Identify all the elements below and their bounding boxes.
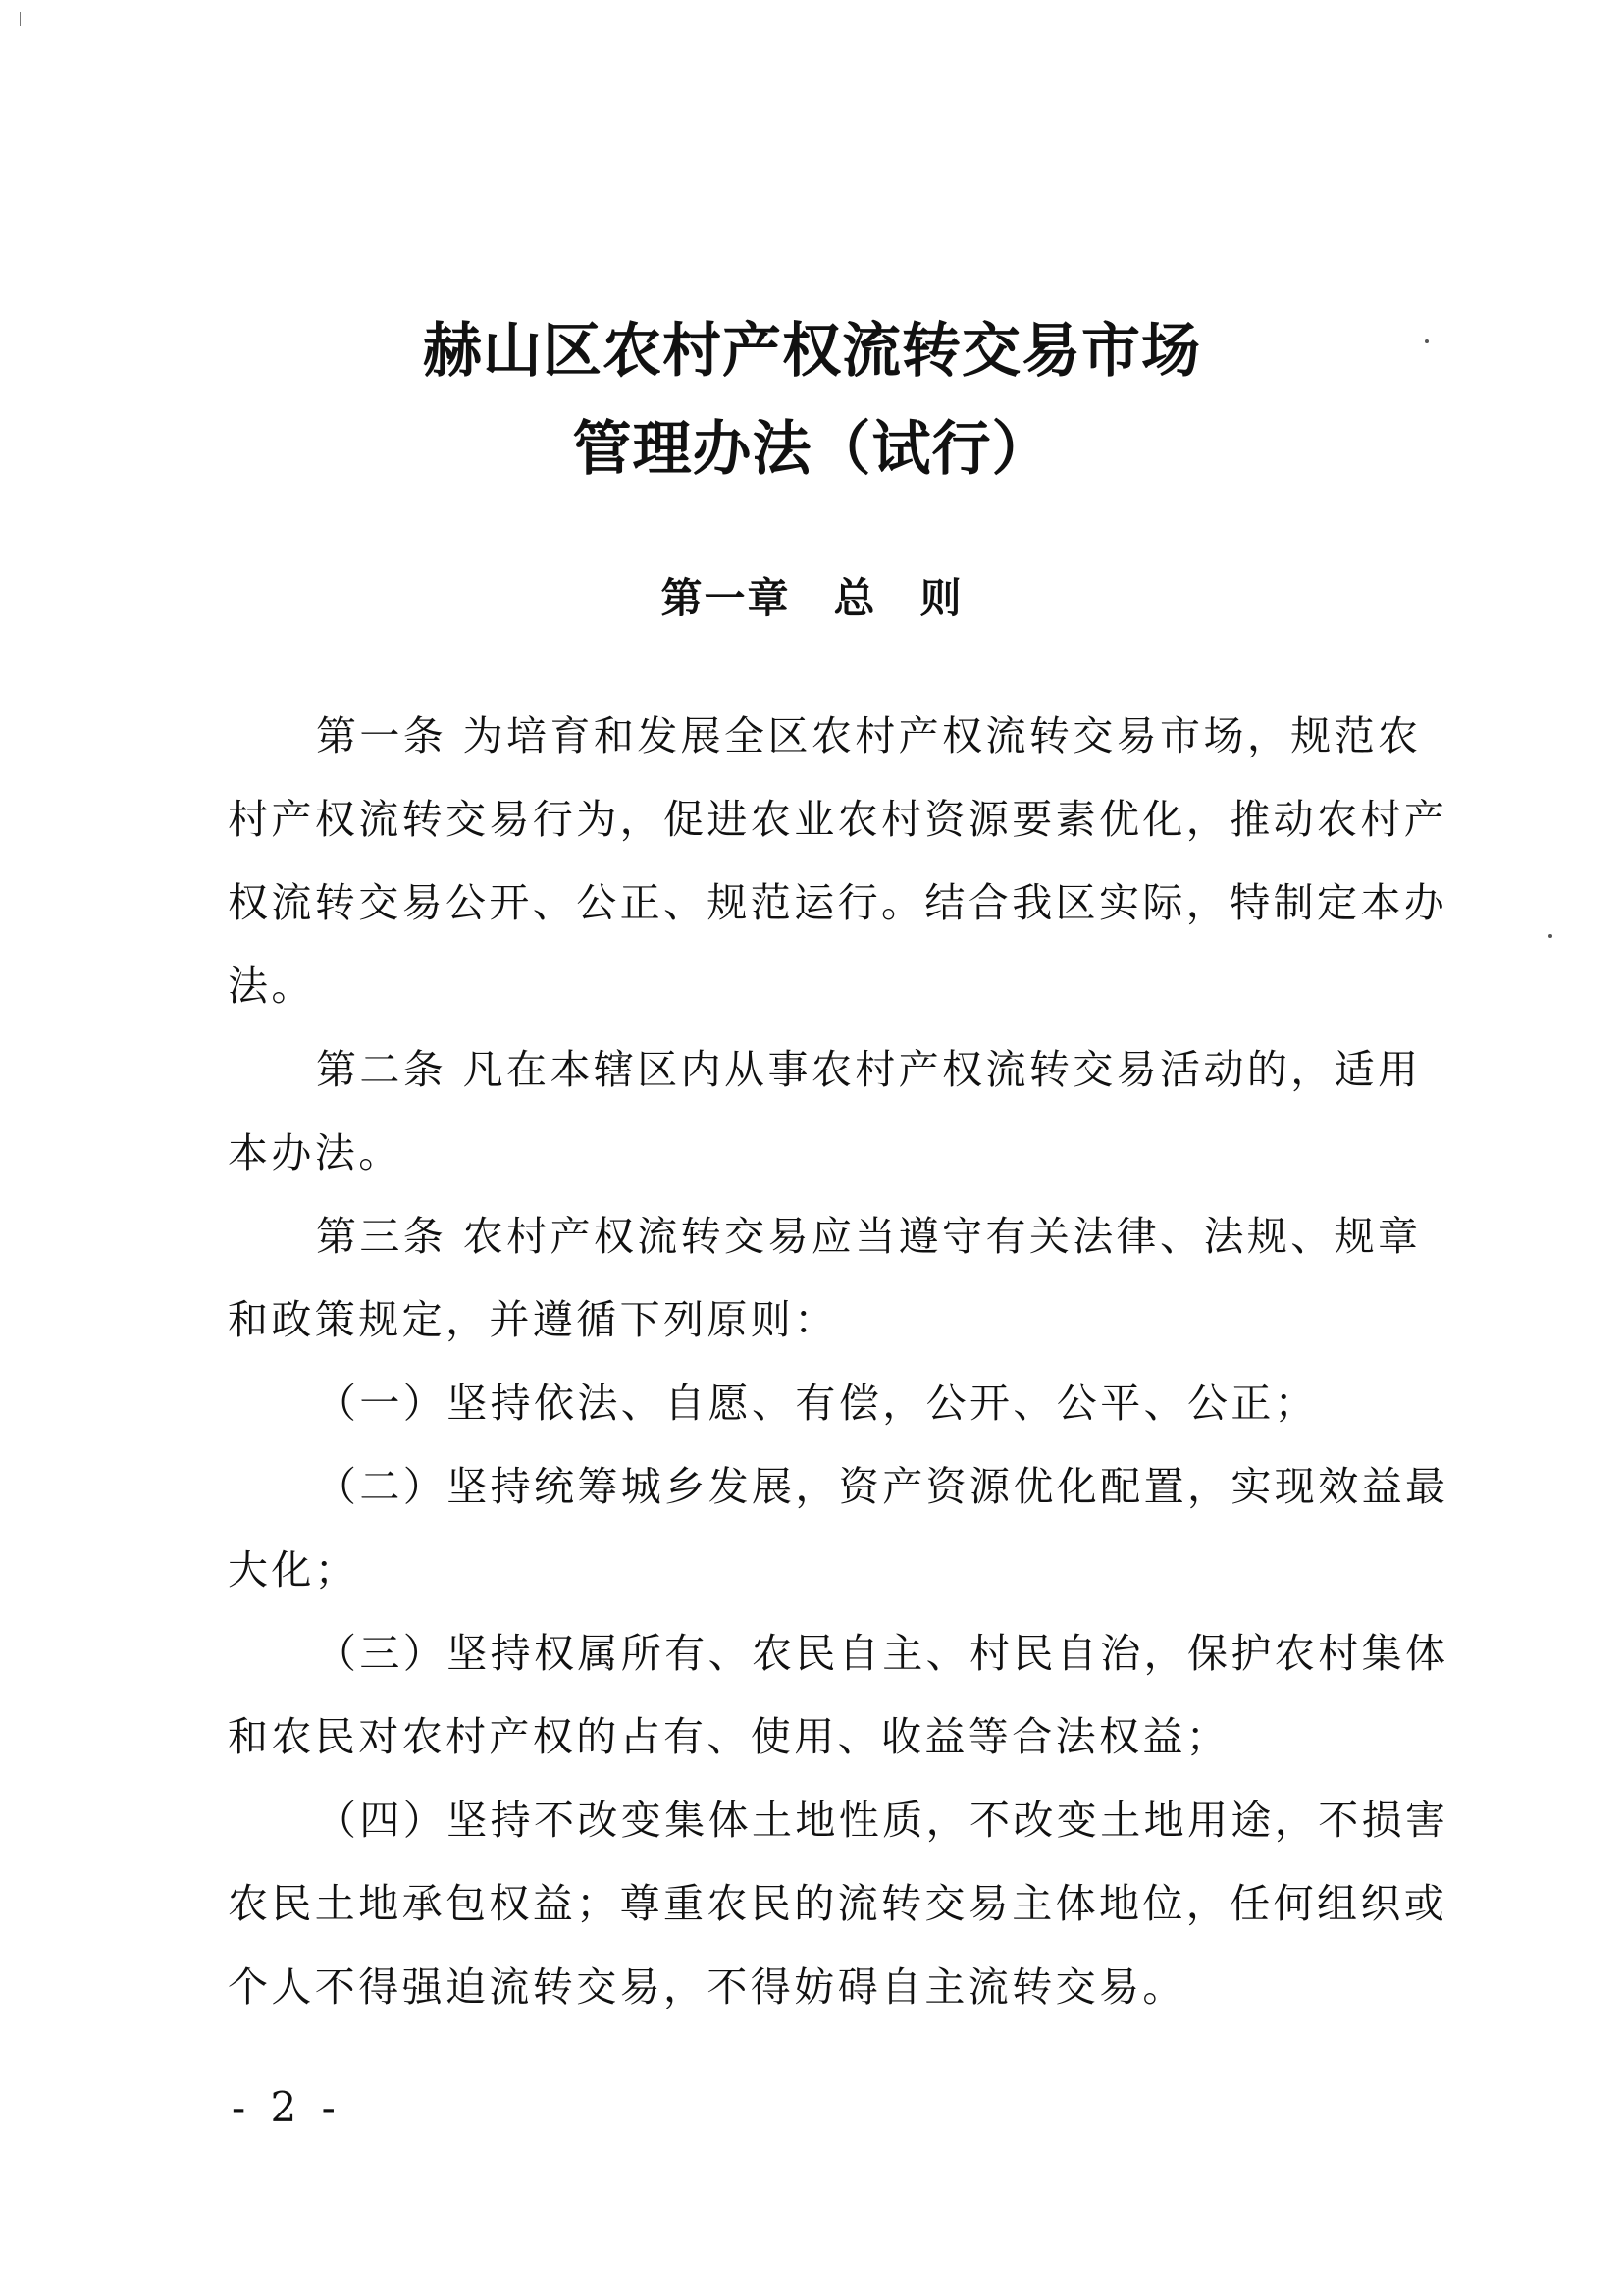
principle-2-line-2: 大化； xyxy=(228,1546,359,1593)
article-2-line-1: 第二条 凡在本辖区内从事农村产权流转交易活动的，适用 xyxy=(316,1046,1422,1093)
page-number: - 2 - xyxy=(232,2083,341,2131)
principle-2-line-1: （二）坚持统筹城乡发展，资产资源优化配置，实现效益最 xyxy=(316,1463,1449,1510)
principle-3-line-1: （三）坚持权属所有、农民自主、村民自治，保护农村集体 xyxy=(316,1630,1449,1677)
title-line-1: 赫山区农村产权流转交易市场 xyxy=(423,317,1201,386)
article-3-line-1: 第三条 农村产权流转交易应当遵守有关法律、法规、规章 xyxy=(316,1213,1422,1260)
article-1-line-1: 第一条 为培育和发展全区农村产权流转交易市场，规范农 xyxy=(316,712,1422,759)
scan-speck xyxy=(1548,934,1552,938)
principle-3-line-2: 和农民对农村产权的占有、使用、收益等合法权益； xyxy=(228,1713,1231,1760)
document-title xyxy=(0,302,1624,498)
article-2-heading: 第二条 xyxy=(316,1046,447,1093)
article-1-line-2: 村产权流转交易行为，促进农业农村资源要素优化，推动农村产 xyxy=(228,796,1448,843)
scan-margin-mark xyxy=(20,12,21,26)
title-line-2: 管理办法（试行） xyxy=(572,415,1052,484)
article-3-heading: 第三条 xyxy=(316,1213,447,1260)
principle-4-line-1: （四）坚持不改变集体土地性质，不改变土地用途，不损害 xyxy=(316,1797,1449,1844)
article-1-line-3: 权流转交易公开、公正、规范运行。结合我区实际，特制定本办 xyxy=(228,879,1448,926)
document-body xyxy=(228,695,1449,2029)
chapter-heading: 第一章 总 则 xyxy=(660,574,964,622)
article-3-line-2: 和政策规定，并遵循下列原则： xyxy=(228,1296,838,1343)
article-2-line-2: 本办法。 xyxy=(228,1129,402,1176)
article-1-heading: 第一条 xyxy=(316,712,447,759)
principle-4-line-3: 个人不得强迫流转交易，不得妨碍自主流转交易。 xyxy=(228,1963,1186,2010)
article-1-line-4: 法。 xyxy=(228,963,315,1010)
principle-4-line-2: 农民土地承包权益；尊重农民的流转交易主体地位，任何组织或 xyxy=(228,1880,1448,1927)
principle-1-line-1: （一）坚持依法、自愿、有偿，公开、公平、公正； xyxy=(316,1380,1319,1427)
